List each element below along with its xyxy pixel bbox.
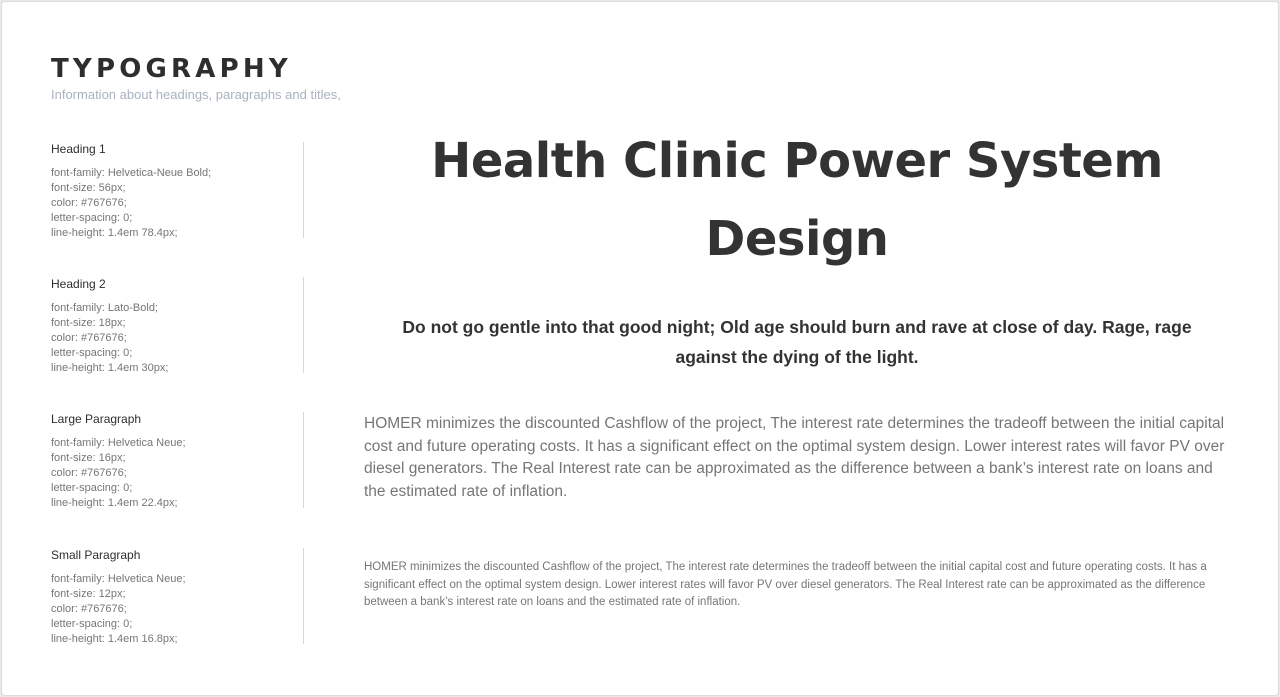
spec-color: color: #767676; (51, 332, 127, 344)
spec-color: color: #767676; (51, 603, 127, 615)
spec-heading-2 (51, 277, 304, 373)
spec-color: color: #767676; (51, 197, 127, 209)
spec-name: Small Paragraph (51, 548, 141, 562)
spec-line-height: line-height: 1.4em 78.4px; (51, 227, 178, 239)
typography-card (1, 1, 1279, 696)
spec-heading-1 (51, 142, 304, 238)
spec-letter-spacing: letter-spacing: 0; (51, 618, 133, 630)
spec-font-size: font-size: 18px; (51, 317, 126, 329)
page-subtitle: Information about headings, paragraphs and titles, (51, 87, 341, 102)
spec-font-family: font-family: Helvetica Neue; (51, 573, 186, 585)
spec-line-height: line-height: 1.4em 16.8px; (51, 633, 178, 645)
sample-large-paragraph: HOMER minimizes the discounted Cashflow of the project, The interest rate determines the tradeoff between the initial capital cost and future operating costs. It has a significant effect on the optimal system design. Lower interest rates will favor PV over diesel generators. The Real Interest rate can be approximated as the difference between a bank’s interest rate on loans and the estimated rate of inflation. (364, 415, 1225, 500)
spec-font-family: font-family: Helvetica Neue; (51, 437, 186, 449)
spec-line-height: line-height: 1.4em 22.4px; (51, 497, 178, 509)
spec-font-size: font-size: 16px; (51, 452, 126, 464)
spec-font-family: font-family: Helvetica-Neue Bold; (51, 167, 212, 179)
spec-letter-spacing: letter-spacing: 0; (51, 212, 133, 224)
spec-color: color: #767676; (51, 467, 127, 479)
spec-font-family: font-family: Lato-Bold; (51, 302, 158, 314)
sample-heading-1: Health Clinic Power System Design (431, 133, 1163, 267)
spec-letter-spacing: letter-spacing: 0; (51, 482, 133, 494)
spec-line-height: line-height: 1.4em 30px; (51, 362, 169, 374)
sample-heading-2: Do not go gentle into that good night; Old age should burn and rave at close of day. Rage, rage against the dying of the light. (402, 317, 1192, 367)
spec-name: Heading 1 (51, 142, 106, 156)
spec-large-paragraph (51, 412, 304, 508)
spec-name: Heading 2 (51, 277, 106, 291)
spec-font-size: font-size: 56px; (51, 182, 126, 194)
spec-letter-spacing: letter-spacing: 0; (51, 347, 133, 359)
page-title: TYPOGRAPHY (51, 54, 292, 84)
spec-font-size: font-size: 12px; (51, 588, 126, 600)
sample-small-paragraph: HOMER minimizes the discounted Cashflow of the project, The interest rate determines the tradeoff between the initial capital cost and future operating costs. It has a significant effect on the optimal system design. Lower interest rates will favor PV over diesel generators. The Real Interest rate can be approximated as the difference between a bank’s interest rate on loans and the estimated rate of inflation. (364, 561, 1207, 608)
spec-small-paragraph (51, 548, 304, 644)
spec-name: Large Paragraph (51, 412, 142, 426)
